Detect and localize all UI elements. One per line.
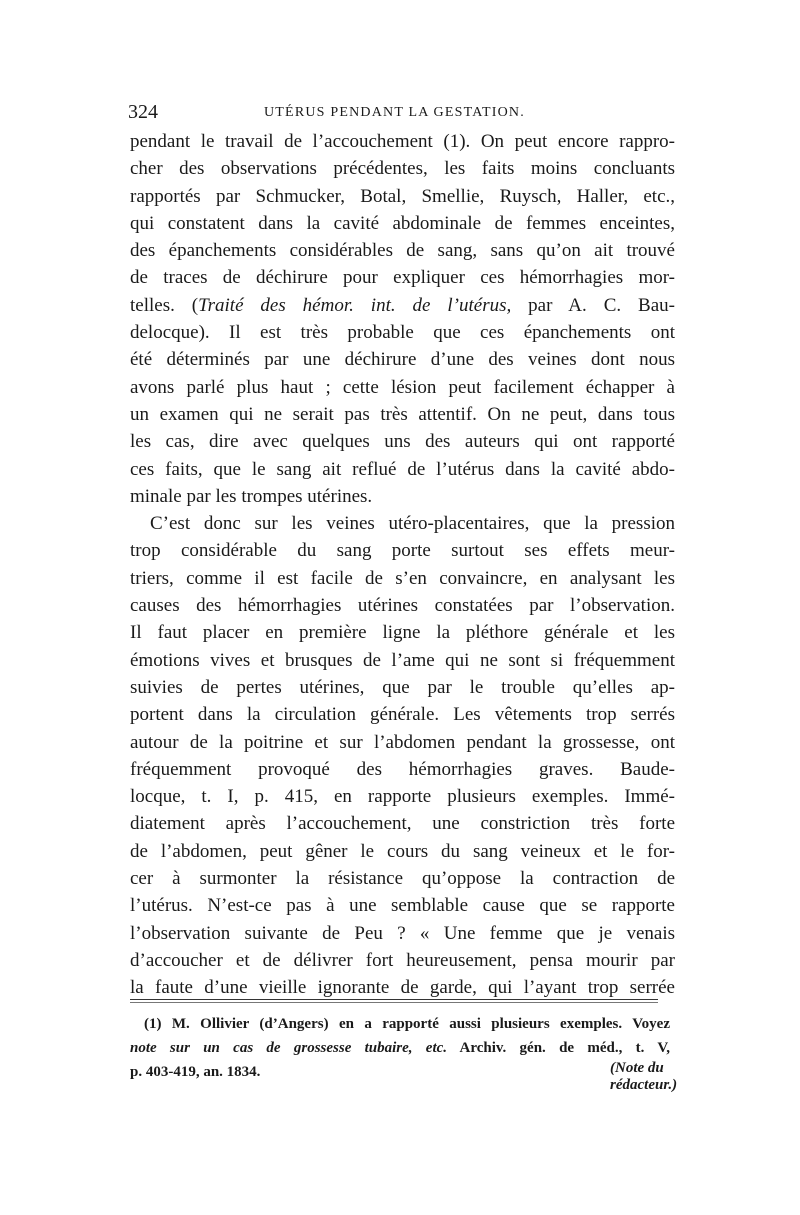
footnote-reference-title: note sur un cas de grossesse tubaire, etc.: [130, 1040, 448, 1056]
body-line: causes des hémorrhagies utérines constatées par l’observation.: [130, 595, 675, 617]
body-line: qui constatent dans la cavité abdominale de femmes enceintes,: [130, 212, 675, 234]
body-line: cher des observations précédentes, les faits moins concluants: [130, 158, 675, 180]
footnote-line: (1) M. Ollivier (d’Angers) en a rapporté aussi plusieurs exemples. Voyez: [144, 1016, 670, 1032]
body-text: [130, 128, 675, 1002]
body-line: les cas, dire avec quelques uns des auteurs qui ont rapporté: [130, 431, 675, 453]
body-line: d’accoucher et de délivrer fort heureusement, pensa mourir par: [130, 949, 675, 971]
body-line: l’observation suivante de Peu ? « Une femme que je venais: [130, 922, 675, 944]
body-line: diatement après l’accouchement, une constriction très forte: [130, 813, 675, 835]
editor-note: (Note du rédacteur.): [610, 1060, 678, 1093]
body-line: suivies de pertes utérines, que par le trouble qu’elles ap-: [130, 676, 675, 698]
body-line: émotions vives et brusques de l’ame qui ne sont si fréquemment: [130, 649, 675, 671]
body-line-citation: [130, 292, 675, 319]
body-line: des épanchements considérables de sang, sans qu’on ait trouvé: [130, 240, 675, 262]
body-line: delocque). Il est très probable que ces épanchements ont: [130, 322, 675, 344]
body-line: l’utérus. N’est-ce pas à une semblable cause que se rapporte: [130, 895, 675, 917]
body-line: de traces de déchirure pour expliquer ces hémorrhagies mor-: [130, 267, 675, 289]
citation-title: Traité des hémor. int. de l’utérus,: [198, 294, 512, 316]
body-line: Il faut placer en première ligne la pléthore générale et les: [130, 622, 675, 644]
body-line: la faute d’une vieille ignorante de garde, qui l’ayant trop serrée: [130, 977, 675, 999]
body-line: C’est donc sur les veines utéro-placentaires, que la pression: [150, 513, 675, 535]
citation-prefix: telles. (: [130, 294, 199, 316]
footnote: [130, 1012, 678, 1093]
body-line: autour de la poitrine et sur l’abdomen pendant la grossesse, ont: [130, 731, 675, 753]
citation-suffix: par A. C. Bau-: [511, 294, 675, 316]
footnote-reference-source: Archiv. gén. de méd., t. V,: [447, 1040, 670, 1056]
body-line: pendant le travail de l’accouchement (1). On peut encore rappro-: [130, 131, 675, 152]
page-number: 324: [128, 101, 158, 123]
footnote-divider-secondary: [130, 1002, 658, 1003]
body-line: un examen qui ne serait pas très attentif. On ne peut, dans tous: [130, 403, 675, 425]
body-line: portent dans la circulation générale. Les vêtements trop serrés: [130, 704, 675, 726]
body-line: ces faits, que le sang ait reflué de l’utérus dans la cavité abdo-: [130, 458, 675, 480]
running-head: UTÉRUS PENDANT LA GESTATION.: [264, 105, 525, 120]
footnote-line: [130, 1036, 670, 1060]
body-line: locque, t. I, p. 415, en rapporte plusieurs exemples. Immé-: [130, 786, 675, 808]
body-line: trop considérable du sang porte surtout ses effets meur-: [130, 540, 675, 562]
body-line: avons parlé plus haut ; cette lésion peut facilement échapper à: [130, 376, 675, 398]
body-line: de l’abdomen, peut gêner le cours du sang veineux et le for-: [130, 840, 675, 862]
body-line: été déterminés par une déchirure d’une des veines dont nous: [130, 349, 675, 371]
body-line: minale par les trompes utérines.: [130, 485, 373, 507]
footnote-line: p. 403-419, an. 1834.: [130, 1064, 261, 1080]
body-line: triers, comme il est facile de s’en convaincre, en analysant les: [130, 567, 675, 589]
footnote-divider: [130, 999, 658, 1000]
body-line: cer à surmonter la résistance qu’oppose la contraction de: [130, 868, 675, 890]
body-line: fréquemment provoqué des hémorrhagies graves. Baude-: [130, 758, 675, 780]
page-header: [128, 101, 676, 127]
body-line: rapportés par Schmucker, Botal, Smellie, Ruysch, Haller, etc.,: [130, 185, 675, 207]
